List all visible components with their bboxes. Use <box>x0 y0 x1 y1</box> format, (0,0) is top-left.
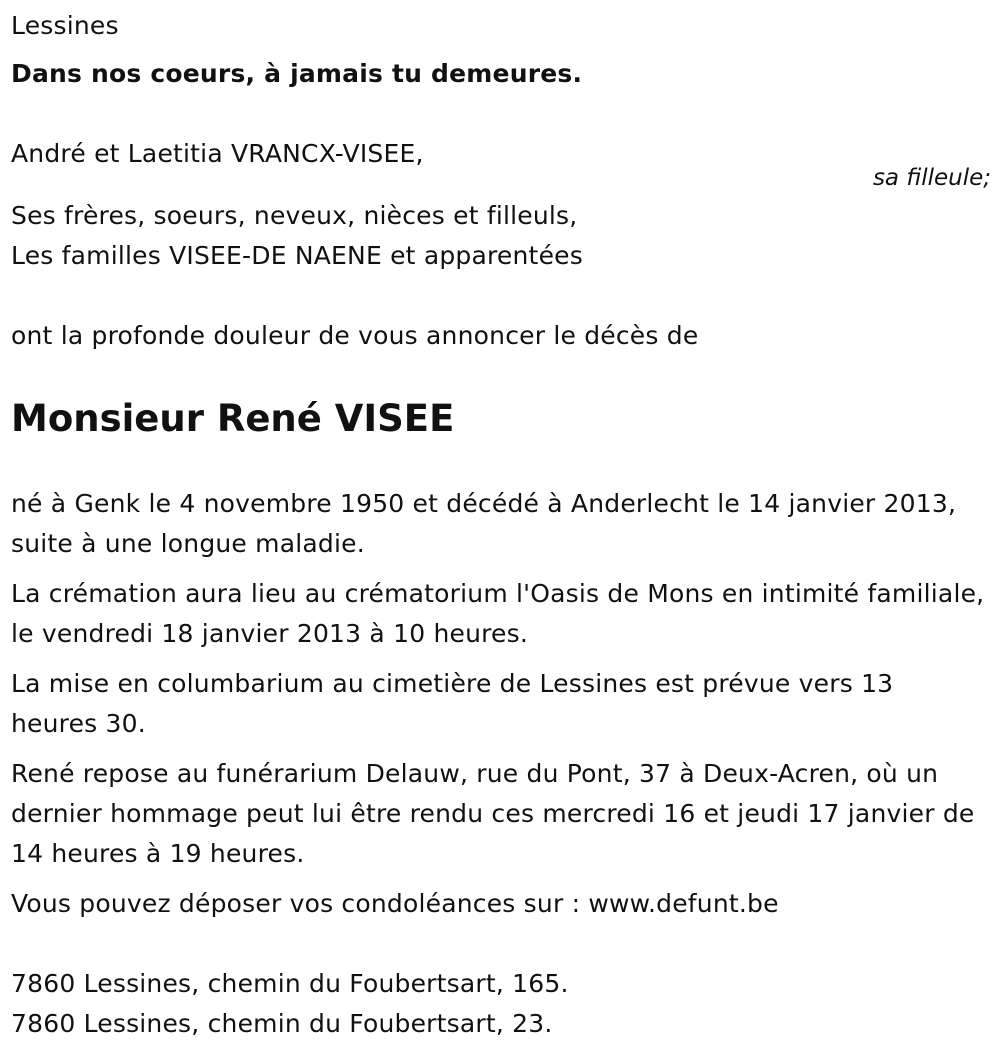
signatory-first: André et Laetitia VRANCX-VISEE, <box>11 139 424 168</box>
announcement-text: ont la profonde douleur de vous annoncer le décès de <box>11 321 699 350</box>
cremation-paragraph: La crémation aura lieu au crématorium l'Oasis de Mons en intimité familiale, le vendredi 18 janvier 2013 à 10 heures. <box>11 579 985 648</box>
signatory-role: sa filleule; <box>872 165 991 191</box>
city-heading: Lessines <box>11 11 119 40</box>
columbarium-paragraph: La mise en columbarium au cimetière de Lessines est prévue vers 13 heures 30. <box>11 669 894 738</box>
funerarium-paragraph: René repose au funérarium Delauw, rue du Pont, 37 à Deux-Acren, où un dernier hommage peut lui être rendu ces mercredi 16 et jeudi 17 janvier de 14 heures à 19 heures. <box>11 759 975 868</box>
address-line: 7860 Lessines, chemin du Foubertsart, 165. <box>11 969 569 998</box>
condolences-text: Vous pouvez déposer vos condoléances sur : www.defunt.be <box>11 889 779 918</box>
signatory-second: Ses frères, soeurs, neveux, nièces et filleuls, <box>11 201 578 230</box>
birth-death-paragraph: né à Genk le 4 novembre 1950 et décédé à Anderlecht le 14 janvier 2013, suite à une longue maladie. <box>11 489 957 558</box>
address-line: 7860 Lessines, chemin du Foubertsart, 23. <box>11 1009 553 1038</box>
deceased-name: Monsieur René VISEE <box>11 397 455 440</box>
motto: Dans nos coeurs, à jamais tu demeures. <box>11 59 583 88</box>
signatory-third: Les familles VISEE-DE NAENE et apparentées <box>11 241 583 270</box>
